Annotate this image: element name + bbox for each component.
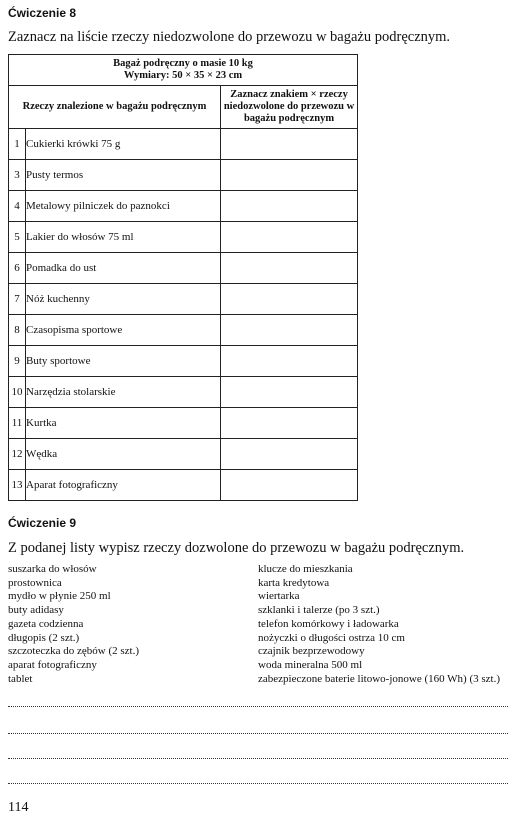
luggage-items-table xyxy=(8,54,358,501)
answer-line[interactable] xyxy=(8,706,508,707)
row-number: 8 xyxy=(9,315,26,346)
row-item-name: Aparat fotograficzny xyxy=(26,470,221,501)
table-row xyxy=(9,191,358,222)
list-item: szklanki i talerze (po 3 szt.) xyxy=(258,604,380,617)
row-mark-cell[interactable] xyxy=(221,284,358,315)
table-row xyxy=(9,346,358,377)
items-list-left xyxy=(8,563,139,686)
row-item-name: Kurtka xyxy=(26,408,221,439)
row-mark-cell[interactable] xyxy=(221,377,358,408)
exercise9-instruction: Z podanej listy wypisz rzeczy dozwolone do przewozu w bagażu podręcznym. xyxy=(8,540,465,556)
row-mark-cell[interactable] xyxy=(221,129,358,160)
list-item: telefon komórkowy i ładowarka xyxy=(258,617,399,630)
row-number: 4 xyxy=(9,191,26,222)
exercise9-title: Ćwiczenie 9 xyxy=(8,516,77,530)
row-item-name: Narzędzia stolarskie xyxy=(26,377,221,408)
row-number: 5 xyxy=(9,222,26,253)
row-item-name: Lakier do włosów 75 ml xyxy=(26,222,221,253)
row-number: 13 xyxy=(9,470,26,501)
list-item: tablet xyxy=(8,672,33,685)
list-item: klucze do mieszkania xyxy=(258,563,353,575)
row-mark-cell[interactable] xyxy=(221,191,358,222)
row-item-name: Cukierki krówki 75 g xyxy=(26,129,221,160)
row-number: 10 xyxy=(9,377,26,408)
row-number: 9 xyxy=(9,346,26,377)
table-row xyxy=(9,129,358,160)
row-number: 11 xyxy=(9,408,26,439)
row-item-name: Czasopisma sportowe xyxy=(26,315,221,346)
list-item: mydło w płynie 250 ml xyxy=(8,590,111,603)
row-number: 12 xyxy=(9,439,26,470)
table-row xyxy=(9,470,358,501)
list-item: gazeta codzienna xyxy=(8,617,84,630)
table-row xyxy=(9,284,358,315)
row-mark-cell[interactable] xyxy=(221,253,358,284)
list-item: woda mineralna 500 ml xyxy=(258,658,363,671)
answer-line[interactable] xyxy=(8,783,508,784)
list-item: karta kredytowa xyxy=(258,576,330,589)
page-number: 114 xyxy=(8,800,29,815)
table-row xyxy=(9,408,358,439)
row-number: 3 xyxy=(9,160,26,191)
column-header-found-items: Rzeczy znalezione w bagażu podręcznym xyxy=(9,86,221,129)
row-number: 6 xyxy=(9,253,26,284)
list-item: długopis (2 szt.) xyxy=(8,631,80,644)
list-item: czajnik bezprzewodowy xyxy=(258,645,365,658)
row-number: 7 xyxy=(9,284,26,315)
answer-line[interactable] xyxy=(8,733,508,734)
row-mark-cell[interactable] xyxy=(221,408,358,439)
list-item: aparat fotograficzny xyxy=(8,658,97,671)
table-row xyxy=(9,439,358,470)
table-row xyxy=(9,253,358,284)
list-item: buty adidasy xyxy=(8,604,64,617)
row-mark-cell[interactable] xyxy=(221,470,358,501)
row-mark-cell[interactable] xyxy=(221,315,358,346)
table-row xyxy=(9,160,358,191)
table-row xyxy=(9,377,358,408)
table-row xyxy=(9,222,358,253)
list-item: wiertarka xyxy=(258,590,300,603)
row-item-name: Wędka xyxy=(26,439,221,470)
row-item-name: Metalowy pilniczek do paznokci xyxy=(26,191,221,222)
exercise8-instruction: Zaznacz na liście rzeczy niedozwolone do przewozu w bagażu podręcznym. xyxy=(8,29,451,45)
luggage-weight-label: Bagaż podręczny o masie 10 kg xyxy=(113,58,253,69)
row-item-name: Buty sportowe xyxy=(26,346,221,377)
row-number: 1 xyxy=(9,129,26,160)
exercise8-title: Ćwiczenie 8 xyxy=(8,6,77,20)
row-mark-cell[interactable] xyxy=(221,439,358,470)
column-header-mark-forbidden: Zaznacz znakiem × rzeczy niedozwolone do przewozu w bagażu podręcznym xyxy=(221,86,358,129)
list-item: szczoteczka do zębów (2 szt.) xyxy=(8,645,140,658)
items-list-right xyxy=(258,563,500,686)
list-item: prostownica xyxy=(8,576,62,589)
list-item: nożyczki o długości ostrza 10 cm xyxy=(258,631,405,644)
list-item: zabezpieczone baterie litowo-jonowe (160 Wh) (3 szt.) xyxy=(258,672,500,685)
row-mark-cell[interactable] xyxy=(221,346,358,377)
row-item-name: Pomadka do ust xyxy=(26,253,221,284)
row-mark-cell[interactable] xyxy=(221,222,358,253)
table-row xyxy=(9,315,358,346)
row-item-name: Pusty termos xyxy=(26,160,221,191)
list-item: suszarka do włosów xyxy=(8,563,97,575)
luggage-dimensions-label: Wymiary: 50 × 35 × 23 cm xyxy=(123,70,243,81)
row-mark-cell[interactable] xyxy=(221,160,358,191)
table-main-header xyxy=(9,55,358,86)
row-item-name: Nóż kuchenny xyxy=(26,284,221,315)
answer-line[interactable] xyxy=(8,758,508,759)
table-body xyxy=(9,129,358,501)
